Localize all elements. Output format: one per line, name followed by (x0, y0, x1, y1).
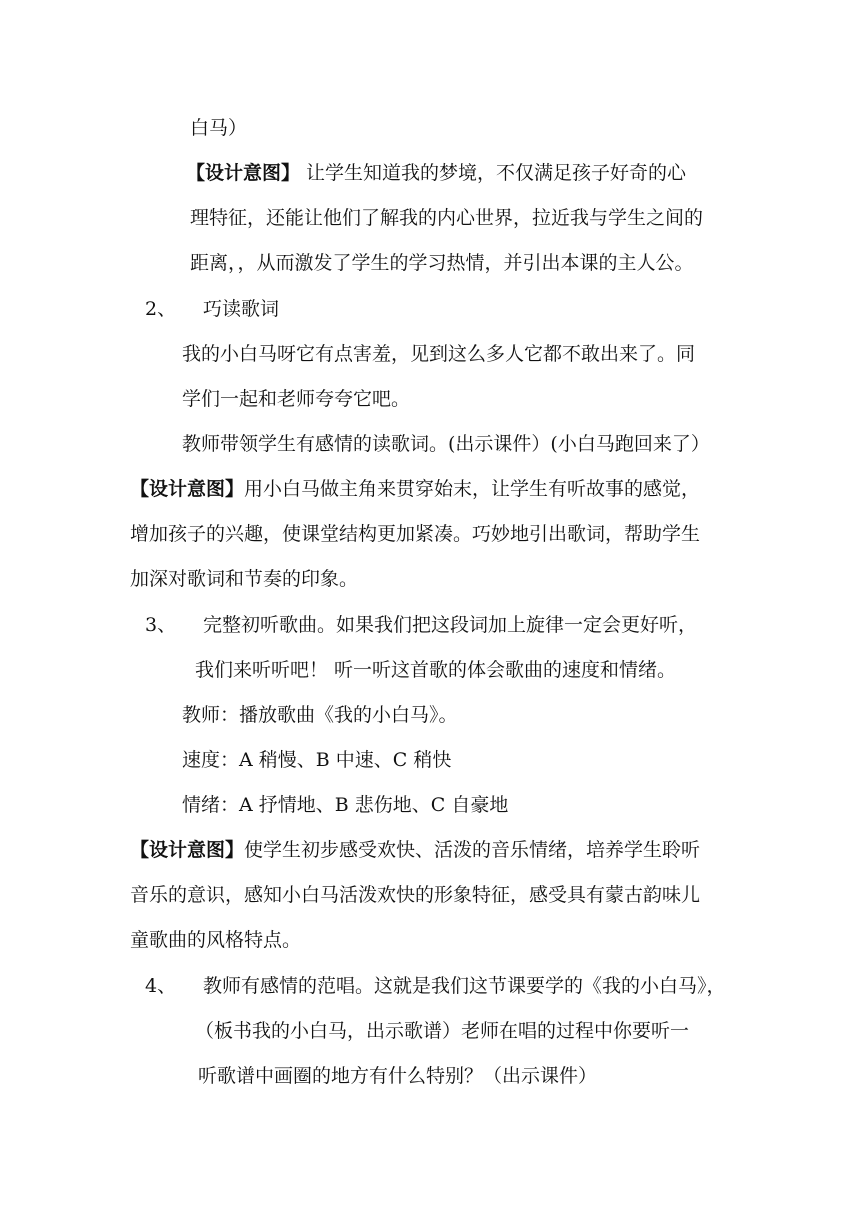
text-line: 我的小白马呀它有点害羞，见到这么多人它都不敢出来了。同 (182, 343, 696, 365)
text-line: 教师带领学生有感情的读歌词。(出示课件）(小白马跑回来了） (182, 433, 710, 455)
text-span: 教师有感情的范唱。这就是我们这节课要学的《我的小白马》， (203, 975, 726, 997)
text-line: 增加孩子的兴趣，使课堂结构更加紧凑。巧妙地引出歌词，帮助学生 (130, 523, 701, 545)
text-span: 完整初听歌曲。如果我们把这段词加上旋律一定会更好听， (203, 614, 698, 636)
text-line: 童歌曲的风格特点。 (130, 929, 302, 951)
text-line: 距离，，从而激发了学生的学习热情，并引出本课的主人公。 (190, 252, 694, 274)
text-line: 学们一起和老师夸夸它吧。 (182, 388, 411, 410)
text-line: （板书我的小白马，出示歌谱）老师在唱的过程中你要听一 (195, 1020, 690, 1042)
design-intent-tag: 【设计意图】 (186, 162, 301, 184)
text-span: 用小白马做主角来贯穿始末，让学生有听故事的感觉， (244, 478, 701, 500)
text-line: 加深对歌词和节奏的印象。 (130, 568, 359, 590)
design-intent-paragraph (186, 159, 686, 187)
section-number: 4、 (145, 975, 177, 997)
section-heading (145, 295, 279, 323)
section-number: 2、 (145, 298, 177, 320)
text-span: 让学生知道我的梦境，不仅满足孩子好奇的心 (300, 162, 687, 184)
design-intent-tag: 【设计意图】 (130, 839, 245, 861)
section-title: 巧读歌词 (203, 298, 280, 320)
section-number: 3、 (145, 614, 177, 636)
section-heading (145, 972, 726, 1000)
text-span: 使学生初步感受欢快、活泼的音乐情绪，培养学生聆听 (244, 839, 701, 861)
text-line: 理特征，还能让他们了解我的内心世界，拉近我与学生之间的 (190, 207, 704, 229)
text-line: 速度：A 稍慢、B 中速、C 稍快 (182, 749, 452, 771)
design-intent-paragraph (130, 836, 700, 864)
design-intent-tag: 【设计意图】 (130, 478, 245, 500)
text-line: 我们来听听吧！ 听一听这首歌的体会歌曲的速度和情绪。 (195, 659, 677, 681)
section-heading (145, 611, 697, 639)
text-line: 白马） (190, 117, 248, 139)
text-line: 听歌谱中画圈的地方有什么特别？（出示课件） (198, 1065, 598, 1087)
design-intent-paragraph (130, 475, 700, 503)
text-line: 音乐的意识，感知小白马活泼欢快的形象特征，感受具有蒙古韵味儿 (130, 884, 701, 906)
text-line: 教师：播放歌曲《我的小白马》。 (182, 704, 458, 726)
text-line: 情绪：A 抒情地、B 悲伤地、C 自豪地 (182, 794, 509, 816)
